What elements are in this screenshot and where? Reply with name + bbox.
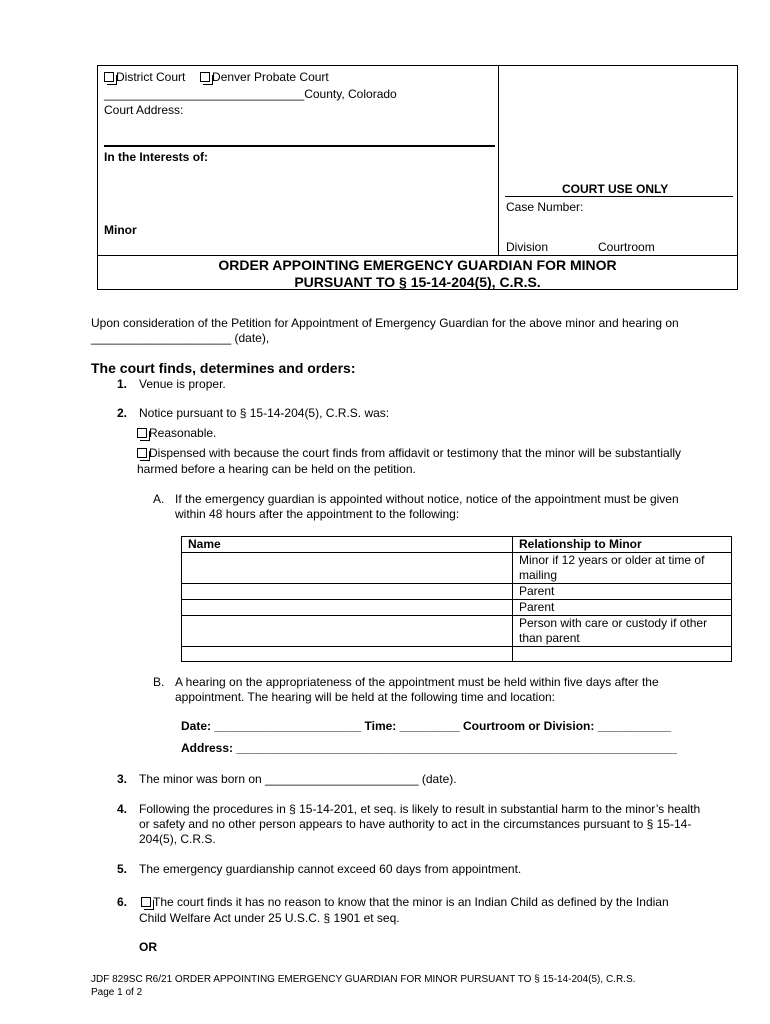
name-cell[interactable] [182, 584, 513, 600]
item1-text: Venue is proper. [139, 377, 226, 391]
item4-line1: Following the procedures in § 15-14-201, et seq. is likely to result in substantial harm to the minor’s health [139, 802, 701, 816]
courtroom-label: Courtroom [598, 240, 655, 254]
caption-divider [498, 65, 499, 256]
denver-probate-label: Denver Probate Court [212, 70, 329, 84]
item6-option [141, 895, 669, 909]
item5-text: The emergency guardianship cannot exceed 60 days from appointment. [139, 862, 522, 876]
name-cell[interactable] [182, 600, 513, 616]
findings-heading: The court finds, determines and orders: [91, 360, 356, 376]
subB-letter: B. [153, 675, 165, 689]
intro-line2: _____________________ (date), [91, 331, 270, 345]
court-use-only-label: COURT USE ONLY [562, 182, 669, 196]
minor-label: Minor [104, 223, 137, 237]
relationship-cell: Parent [513, 584, 732, 600]
item2-text: Notice pursuant to § 15-14-204(5), C.R.S. was: [139, 406, 390, 420]
hearing-date-line[interactable]: Date: ______________________ Time: _________ Courtroom or Division: ___________ [181, 719, 672, 733]
table-row [182, 616, 732, 647]
case-number-label: Case Number: [506, 200, 584, 214]
subB-line1: A hearing on the appropriateness of the appointment must be held within five days after the [175, 675, 659, 689]
division-label: Division [506, 240, 549, 254]
or-label: OR [139, 940, 157, 954]
item6-line2: Child Welfare Act under 25 U.S.C. § 1901 et seq. [139, 911, 400, 925]
table-row [182, 647, 732, 662]
order-title-line2: PURSUANT TO § 15-14-204(5), C.R.S. [294, 274, 541, 290]
item4-line3: 204(5), C.R.S. [139, 832, 216, 846]
in-interests-label: In the Interests of: [104, 150, 209, 164]
subA-line1: If the emergency guardian is appointed without notice, notice of the appointment must be given [175, 492, 679, 506]
no-reason-checkbox[interactable] [141, 897, 151, 907]
footer-form-id: JDF 829SC R6/21 ORDER APPOINTING EMERGENCY GUARDIAN FOR MINOR PURSUANT TO § 15-14-204(5), C.R.S. [91, 974, 636, 985]
relationship-cell[interactable] [513, 647, 732, 662]
item4-line2: or safety and no other person appears to have authority to act in the circumstances pursuant to § 15-14- [139, 817, 692, 831]
denver-probate-checkbox[interactable] [200, 72, 210, 82]
item6-number: 6. [117, 895, 128, 909]
item4-number: 4. [117, 802, 128, 816]
court-type-row [104, 70, 329, 84]
item5-number: 5. [117, 862, 128, 876]
notice-recipients-table [181, 536, 732, 662]
district-court-label: District Court [116, 70, 186, 84]
table-header-row [182, 537, 732, 553]
item3-text: The minor was born on _______________________ (date). [139, 772, 457, 786]
name-cell[interactable] [182, 616, 513, 647]
table-row [182, 584, 732, 600]
district-court-checkbox[interactable] [104, 72, 114, 82]
intro-line1: Upon consideration of the Petition for Appointment of Emergency Guardian for the above minor and hearing on [91, 316, 679, 330]
table-row [182, 553, 732, 584]
court-address-label: Court Address: [104, 103, 184, 117]
subA-letter: A. [153, 492, 165, 506]
relationship-header: Relationship to Minor [513, 537, 732, 553]
item3-number: 3. [117, 772, 128, 786]
subB-line2: appointment. The hearing will be held at the following time and location: [175, 690, 556, 704]
relationship-cell: Person with care or custody if other than parent [513, 616, 732, 647]
dispensed-label: Dispensed with because the court finds from affidavit or testimony that the minor will be substantially [149, 446, 682, 460]
hearing-address-line[interactable]: Address: __________________________________________________________________ [181, 741, 677, 755]
county-line: ______________________________County, Colorado [104, 87, 397, 101]
order-title-line1: ORDER APPOINTING EMERGENCY GUARDIAN FOR MINOR [218, 257, 617, 273]
caption-title-divider [97, 255, 738, 256]
party-divider [104, 145, 495, 147]
table-row [182, 600, 732, 616]
dispensed-label-cont: harmed before a hearing can be held on the petition. [137, 462, 416, 476]
relationship-cell: Parent [513, 600, 732, 616]
reasonable-checkbox[interactable] [137, 428, 147, 438]
footer-page-number: Page 1 of 2 [91, 987, 143, 998]
name-cell[interactable] [182, 553, 513, 584]
dispensed-option [137, 446, 681, 460]
subA-line2: within 48 hours after the appointment to the following: [175, 507, 460, 521]
item6-line1: The court finds it has no reason to know that the minor is an Indian Child as defined by the Indian [153, 895, 669, 909]
name-cell[interactable] [182, 647, 513, 662]
name-header: Name [182, 537, 513, 553]
relationship-cell: Minor if 12 years or older at time of mailing [513, 553, 732, 584]
item1-number: 1. [117, 377, 128, 391]
dispensed-checkbox[interactable] [137, 448, 147, 458]
reasonable-label: Reasonable. [149, 426, 217, 440]
item2-number: 2. [117, 406, 128, 420]
court-use-divider [505, 196, 733, 197]
reasonable-option [137, 426, 216, 440]
